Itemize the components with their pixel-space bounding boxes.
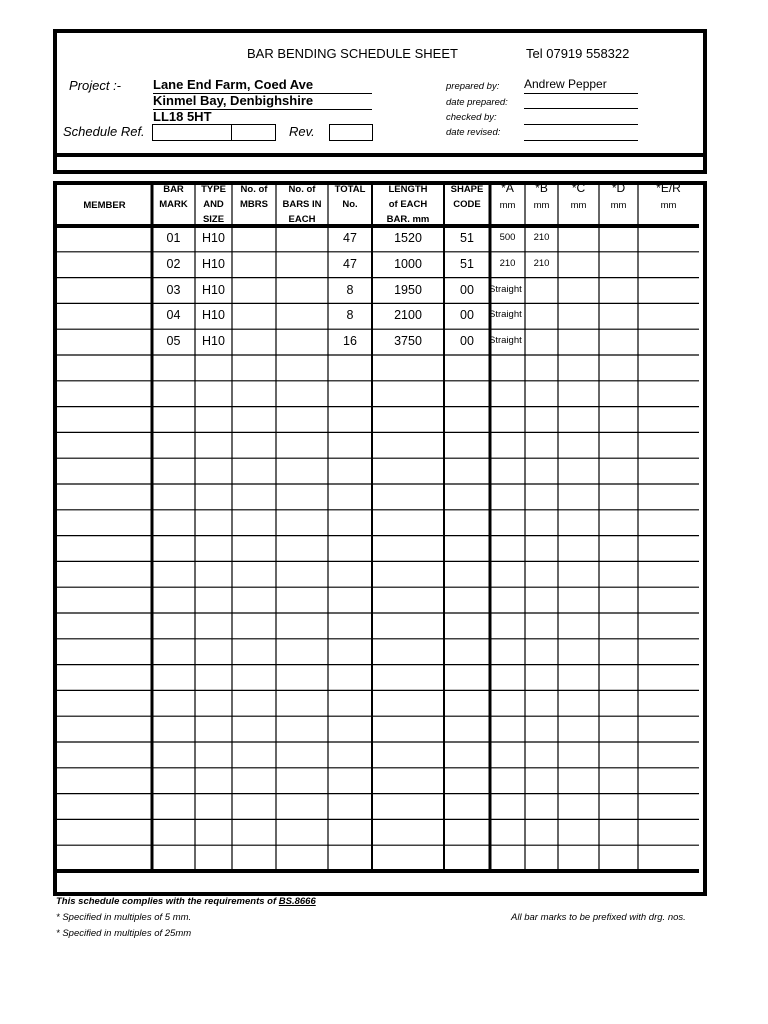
column-header-line: *D xyxy=(611,181,626,195)
schedule-table-body xyxy=(53,181,707,896)
column-header-line: of EACH xyxy=(388,199,428,210)
cell-b: 210 xyxy=(533,232,550,243)
prepared-by-field[interactable]: Andrew Pepper xyxy=(524,77,638,94)
cell-mark: 03 xyxy=(166,282,181,297)
column-header-line: EACH xyxy=(288,214,316,225)
multiples-25mm-note: * Specified in multiples of 25mm xyxy=(56,928,192,939)
cell-shape: 51 xyxy=(460,231,474,245)
cell-shape: 00 xyxy=(460,334,474,349)
prepared-by-label: prepared by: xyxy=(446,81,500,92)
multiples-5mm-note: * Specified in multiples of 5 mm. xyxy=(56,912,192,923)
column-header-line: mm xyxy=(570,200,587,211)
cell-shape: 00 xyxy=(460,308,474,323)
cell-mark: 01 xyxy=(166,231,181,245)
column-header-line: BARS IN xyxy=(282,199,322,210)
project-line-2: Kinmel Bay, Denbighshire xyxy=(153,93,372,110)
column-header-line: No. of xyxy=(240,184,268,195)
date-revised-field[interactable] xyxy=(524,125,638,141)
rev-label: Rev. xyxy=(289,124,315,139)
checked-by-label: checked by: xyxy=(446,112,497,123)
cell-total: 47 xyxy=(343,256,357,271)
cell-length: 1000 xyxy=(394,256,422,271)
cell-type: H10 xyxy=(202,231,225,245)
cell-type: H10 xyxy=(202,282,225,297)
date-revised-label: date revised: xyxy=(446,127,501,138)
cell-mark: 04 xyxy=(166,308,181,323)
column-header-line: *A xyxy=(501,181,514,195)
column-header-line: No. of xyxy=(288,184,316,195)
column-header-line: AND xyxy=(203,199,224,210)
column-header-line: mm xyxy=(499,200,516,211)
cell-shape: 00 xyxy=(460,282,474,297)
column-header-line: CODE xyxy=(453,199,481,210)
column-header-line: TYPE xyxy=(201,184,226,195)
cell-a: Straight xyxy=(489,309,522,321)
column-header-line: SIZE xyxy=(202,214,225,225)
column-header-line: TOTAL xyxy=(334,184,366,195)
cell-mark: 05 xyxy=(166,334,181,349)
date-prepared-field[interactable] xyxy=(524,93,638,109)
cell-shape: 51 xyxy=(460,256,474,271)
compliance-note xyxy=(56,896,316,907)
checked-by-field[interactable] xyxy=(524,109,638,125)
column-header-line: LENGTH xyxy=(388,184,428,195)
schedule-ref-field-2[interactable] xyxy=(231,124,276,141)
cell-a: Straight xyxy=(489,283,522,295)
column-header-line: SHAPE xyxy=(450,184,484,195)
cell-b: 210 xyxy=(533,257,550,269)
bar-mark-prefix-note: All bar marks to be prefixed with drg. nos. xyxy=(511,912,686,923)
column-header-line: BAR xyxy=(163,184,184,195)
column-header-line: mm xyxy=(533,200,550,211)
schedule-ref-label: Schedule Ref. xyxy=(63,124,145,139)
cell-a: Straight xyxy=(489,335,522,347)
cell-total: 8 xyxy=(346,308,354,323)
standard-reference: BS.8666 xyxy=(278,896,316,907)
cell-type: H10 xyxy=(202,334,225,349)
column-header-line: mm xyxy=(660,200,677,211)
cell-total: 8 xyxy=(346,282,354,297)
rev-field[interactable] xyxy=(329,124,373,141)
cell-length: 3750 xyxy=(394,334,422,349)
schedule-ref-field-1[interactable] xyxy=(152,124,232,141)
cell-type: H10 xyxy=(202,308,225,323)
date-prepared-label: date prepared: xyxy=(446,97,508,108)
project-line-1: Lane End Farm, Coed Ave xyxy=(153,77,372,94)
cell-total: 47 xyxy=(343,231,357,245)
column-header-line: MARK xyxy=(159,199,188,210)
cell-length: 1950 xyxy=(394,282,422,297)
compliance-text: This schedule complies with the requirements of xyxy=(56,896,279,907)
header-divider xyxy=(57,153,703,157)
cell-length: 1520 xyxy=(394,231,422,245)
column-header-line: *E/R xyxy=(656,181,681,195)
column-header-line: MBRS xyxy=(240,199,268,210)
cell-a: 210 xyxy=(499,257,516,269)
cell-total: 16 xyxy=(343,334,357,349)
telephone: Tel 07919 558322 xyxy=(526,46,630,61)
column-header-line: No. xyxy=(342,199,358,210)
project-line-3: LL18 5HT xyxy=(153,109,212,124)
sheet-title: BAR BENDING SCHEDULE SHEET xyxy=(247,46,458,61)
cell-mark: 02 xyxy=(166,256,181,271)
project-label: Project :- xyxy=(69,78,122,93)
column-header-line: *B xyxy=(535,181,548,195)
column-header-line: mm xyxy=(610,200,627,211)
column-header-line: MEMBER xyxy=(83,200,126,211)
cell-type: H10 xyxy=(202,256,225,271)
cell-length: 2100 xyxy=(394,308,422,323)
column-header-line: BAR. mm xyxy=(386,214,430,225)
cell-a: 500 xyxy=(499,232,516,243)
column-header-line: *C xyxy=(571,181,586,195)
